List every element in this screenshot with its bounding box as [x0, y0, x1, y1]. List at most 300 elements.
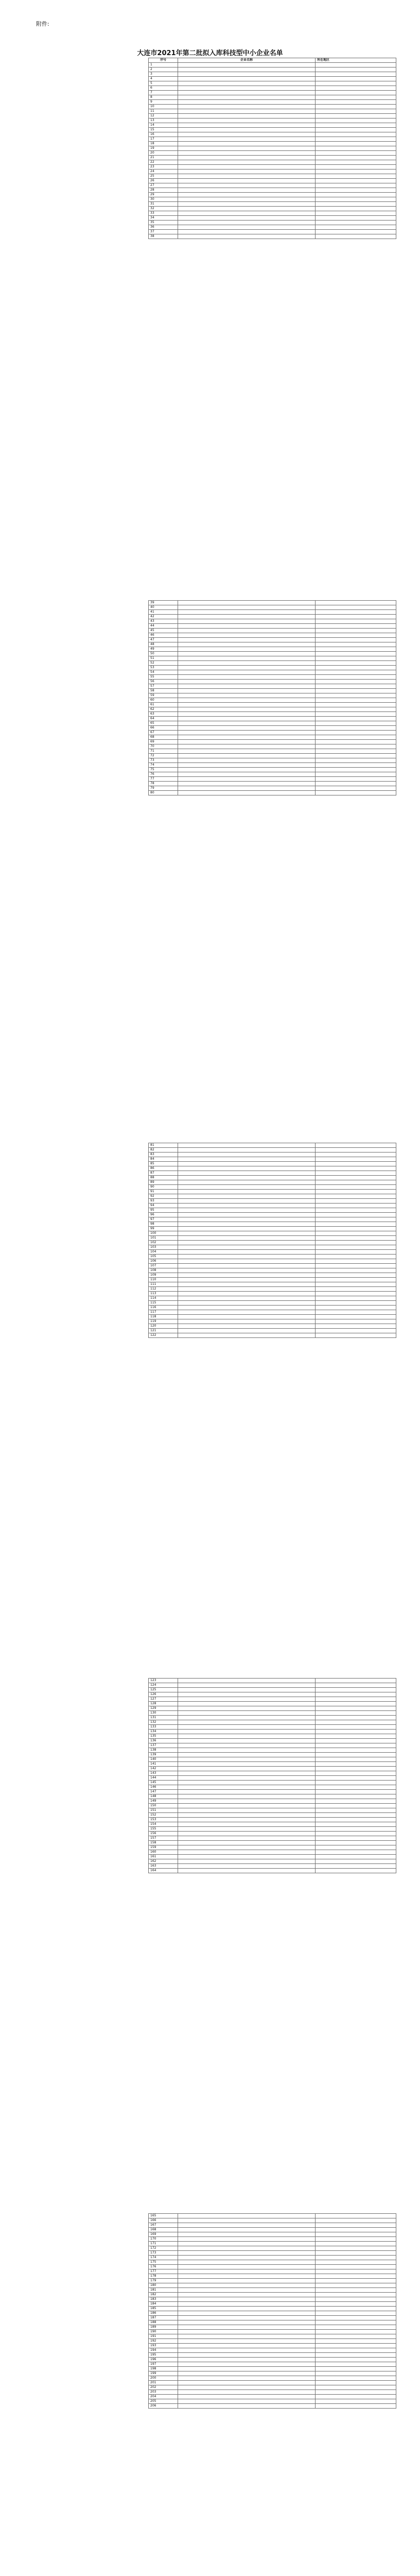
row-number: 2	[149, 67, 178, 72]
district	[316, 2320, 396, 2325]
row-number: 113	[149, 1292, 178, 1296]
company-name	[178, 170, 316, 174]
district	[316, 109, 396, 114]
table-row	[149, 656, 396, 661]
header-no: 序号	[149, 58, 178, 63]
row-number: 200	[149, 2376, 178, 2381]
district	[316, 2348, 396, 2353]
district	[316, 2288, 396, 2293]
row-number: 84	[149, 1157, 178, 1162]
row-number: 89	[149, 1180, 178, 1185]
table-row	[149, 726, 396, 731]
company-name	[178, 1818, 316, 1822]
row-number: 204	[149, 2395, 178, 2399]
company-name	[178, 777, 316, 782]
row-number: 112	[149, 1287, 178, 1292]
table-row	[149, 1143, 396, 1148]
row-number: 183	[149, 2297, 178, 2302]
district	[316, 95, 396, 100]
table-row	[149, 666, 396, 670]
district	[316, 2311, 396, 2316]
company-name	[178, 211, 316, 216]
company-name	[178, 652, 316, 656]
company-name	[178, 1255, 316, 1259]
district	[316, 2385, 396, 2390]
table-row	[149, 1822, 396, 1827]
row-number: 38	[149, 234, 178, 239]
district	[316, 2381, 396, 2385]
table-row	[149, 1716, 396, 1720]
table-row	[149, 1264, 396, 1268]
district	[316, 1333, 396, 1338]
row-number: 103	[149, 1245, 178, 1250]
company-name	[178, 638, 316, 642]
district	[316, 77, 396, 81]
row-number: 74	[149, 763, 178, 768]
table-row	[149, 211, 396, 216]
row-number: 44	[149, 624, 178, 629]
company-name	[178, 656, 316, 661]
row-number: 154	[149, 1822, 178, 1827]
table-row	[149, 2339, 396, 2344]
district	[316, 156, 396, 160]
row-number: 160	[149, 1850, 178, 1855]
row-number: 162	[149, 1859, 178, 1864]
district	[316, 1776, 396, 1781]
district	[316, 118, 396, 123]
table-row	[149, 170, 396, 174]
company-name	[178, 1864, 316, 1869]
row-number: 3	[149, 72, 178, 77]
row-number: 39	[149, 601, 178, 605]
row-number: 98	[149, 1222, 178, 1227]
row-number: 188	[149, 2320, 178, 2325]
row-number: 55	[149, 675, 178, 680]
table-row	[149, 1706, 396, 1711]
table-row	[149, 1748, 396, 1753]
district	[316, 1692, 396, 1697]
row-number: 159	[149, 1845, 178, 1850]
table-row	[149, 1730, 396, 1734]
company-name	[178, 221, 316, 225]
district	[316, 1194, 396, 1199]
company-name	[178, 1720, 316, 1725]
company-name	[178, 2404, 316, 2409]
table-row	[149, 1213, 396, 1217]
table-row	[149, 1255, 396, 1259]
district	[316, 2242, 396, 2246]
row-number: 129	[149, 1706, 178, 1711]
district	[316, 1850, 396, 1855]
district	[316, 202, 396, 207]
district	[316, 768, 396, 772]
company-name	[178, 1734, 316, 1739]
row-number: 108	[149, 1268, 178, 1273]
district	[316, 2371, 396, 2376]
company-name	[178, 1767, 316, 1771]
company-name	[178, 666, 316, 670]
table-row	[149, 2274, 396, 2279]
company-name	[178, 1180, 316, 1185]
district	[316, 2334, 396, 2339]
table-row	[149, 2283, 396, 2288]
company-name	[178, 2251, 316, 2256]
table-row	[149, 610, 396, 615]
district	[316, 123, 396, 128]
district	[316, 1306, 396, 1310]
row-number: 49	[149, 647, 178, 652]
row-number: 195	[149, 2353, 178, 2358]
district	[316, 1301, 396, 1306]
row-number: 118	[149, 1315, 178, 1319]
district	[316, 216, 396, 221]
company-name	[178, 2381, 316, 2385]
company-name	[178, 77, 316, 81]
row-number: 81	[149, 1143, 178, 1148]
table-row	[149, 2302, 396, 2307]
table-row	[149, 1679, 396, 1683]
table-row	[149, 1827, 396, 1832]
company-name	[178, 1227, 316, 1231]
district	[316, 1319, 396, 1324]
table-row	[149, 2376, 396, 2381]
document-title: 大连市2021年第二批拟入库科技型中小企业名单	[137, 49, 283, 57]
district	[316, 1716, 396, 1720]
row-number: 148	[149, 1794, 178, 1799]
table-row	[149, 629, 396, 633]
table-row	[149, 1301, 396, 1306]
table-row	[149, 1711, 396, 1716]
row-number: 21	[149, 156, 178, 160]
district	[316, 2246, 396, 2251]
row-number: 29	[149, 193, 178, 197]
row-number: 30	[149, 197, 178, 202]
row-number: 193	[149, 2344, 178, 2348]
table-row	[149, 1794, 396, 1799]
row-number: 51	[149, 656, 178, 661]
company-name	[178, 1250, 316, 1255]
district	[316, 2274, 396, 2279]
row-number: 180	[149, 2283, 178, 2288]
table-row	[149, 1171, 396, 1176]
district	[316, 1148, 396, 1153]
table-row	[149, 1804, 396, 1808]
company-name	[178, 740, 316, 744]
company-name	[178, 2390, 316, 2395]
table-row	[149, 1185, 396, 1190]
district	[316, 81, 396, 86]
district	[316, 1706, 396, 1711]
row-number: 124	[149, 1683, 178, 1688]
row-number: 56	[149, 680, 178, 684]
row-number: 36	[149, 225, 178, 230]
district	[316, 1836, 396, 1841]
company-name	[178, 2302, 316, 2307]
row-number: 185	[149, 2307, 178, 2311]
table-row	[149, 2353, 396, 2358]
row-number: 62	[149, 707, 178, 712]
table-row	[149, 1273, 396, 1278]
row-number: 194	[149, 2348, 178, 2353]
table-row	[149, 1813, 396, 1818]
district	[316, 2344, 396, 2348]
table-row	[149, 197, 396, 202]
company-name	[178, 234, 316, 239]
table-row	[149, 642, 396, 647]
district	[316, 1204, 396, 1208]
company-name	[178, 2237, 316, 2242]
row-number: 63	[149, 712, 178, 717]
district	[316, 689, 396, 693]
company-name	[178, 2367, 316, 2371]
table-row	[149, 132, 396, 137]
company-name	[178, 2348, 316, 2353]
table-row	[149, 1333, 396, 1338]
row-number: 141	[149, 1762, 178, 1767]
table-row	[149, 179, 396, 183]
district	[316, 2218, 396, 2223]
table-row	[149, 619, 396, 624]
district	[316, 1748, 396, 1753]
table-row	[149, 1217, 396, 1222]
table-row	[149, 151, 396, 156]
company-name	[178, 2371, 316, 2376]
table-row	[149, 1310, 396, 1315]
table-row	[149, 1818, 396, 1822]
row-number: 153	[149, 1818, 178, 1822]
row-number: 8	[149, 95, 178, 100]
district	[316, 1781, 396, 1785]
district	[316, 2376, 396, 2381]
district	[316, 1827, 396, 1832]
company-name	[178, 633, 316, 638]
district	[316, 2279, 396, 2283]
row-number: 105	[149, 1255, 178, 1259]
district	[316, 698, 396, 703]
table-row	[149, 146, 396, 151]
table-row	[149, 1222, 396, 1227]
district	[316, 1813, 396, 1818]
company-name	[178, 1153, 316, 1157]
row-number: 190	[149, 2330, 178, 2334]
row-number: 13	[149, 118, 178, 123]
table-row	[149, 2265, 396, 2269]
company-name	[178, 1166, 316, 1171]
company-name	[178, 1259, 316, 1264]
row-number: 172	[149, 2246, 178, 2251]
row-number: 15	[149, 128, 178, 132]
row-number: 142	[149, 1767, 178, 1771]
company-name	[178, 1319, 316, 1324]
district	[316, 1162, 396, 1166]
district	[316, 721, 396, 726]
table-row	[149, 1762, 396, 1767]
company-name	[178, 2260, 316, 2265]
row-number: 149	[149, 1799, 178, 1804]
row-number: 106	[149, 1259, 178, 1264]
company-name	[178, 1702, 316, 1706]
district	[316, 146, 396, 151]
table-row	[149, 647, 396, 652]
table-row	[149, 1148, 396, 1153]
table-row	[149, 1692, 396, 1697]
row-number: 161	[149, 1855, 178, 1859]
row-number: 58	[149, 689, 178, 693]
company-name	[178, 624, 316, 629]
company-name	[178, 1143, 316, 1148]
district	[316, 633, 396, 638]
table-row	[149, 1743, 396, 1748]
company-name	[178, 2334, 316, 2339]
company-name	[178, 1148, 316, 1153]
district	[316, 647, 396, 652]
company-name	[178, 768, 316, 772]
company-name	[178, 86, 316, 91]
district	[316, 211, 396, 216]
company-name	[178, 1236, 316, 1241]
district	[316, 2228, 396, 2232]
row-number: 104	[149, 1250, 178, 1255]
table-row	[149, 693, 396, 698]
district	[316, 2390, 396, 2395]
company-name	[178, 2353, 316, 2358]
table-row	[149, 1241, 396, 1245]
row-number: 114	[149, 1296, 178, 1301]
row-number: 5	[149, 81, 178, 86]
table-row	[149, 2348, 396, 2353]
row-number: 85	[149, 1162, 178, 1166]
row-number: 34	[149, 216, 178, 221]
table-row	[149, 1841, 396, 1845]
company-name	[178, 786, 316, 791]
district	[316, 2232, 396, 2237]
table-row	[149, 1319, 396, 1324]
table-row	[149, 1697, 396, 1702]
row-number: 189	[149, 2325, 178, 2330]
district	[316, 2325, 396, 2330]
company-name	[178, 2283, 316, 2288]
district	[316, 731, 396, 735]
district	[316, 1734, 396, 1739]
company-name	[178, 2242, 316, 2246]
district	[316, 1679, 396, 1683]
district	[316, 2269, 396, 2274]
company-name	[178, 1827, 316, 1832]
company-name	[178, 2385, 316, 2390]
district	[316, 652, 396, 656]
table-row	[149, 2330, 396, 2334]
district	[316, 1720, 396, 1725]
table-row	[149, 2320, 396, 2325]
table-row	[149, 1757, 396, 1762]
district	[316, 605, 396, 610]
table-row	[149, 207, 396, 211]
row-number: 23	[149, 165, 178, 170]
district	[316, 2260, 396, 2265]
company-name	[178, 118, 316, 123]
company-name	[178, 731, 316, 735]
company-name	[178, 2339, 316, 2344]
district	[316, 2330, 396, 2334]
table-row	[149, 86, 396, 91]
district	[316, 1180, 396, 1185]
row-number: 94	[149, 1204, 178, 1208]
row-number: 80	[149, 791, 178, 795]
company-name	[178, 791, 316, 795]
company-name	[178, 2246, 316, 2251]
row-number: 25	[149, 174, 178, 179]
company-name	[178, 132, 316, 137]
row-number: 61	[149, 703, 178, 707]
company-name	[178, 123, 316, 128]
table-row	[149, 91, 396, 95]
company-name	[178, 1190, 316, 1194]
company-name	[178, 100, 316, 105]
row-number: 16	[149, 132, 178, 137]
district	[316, 193, 396, 197]
row-number: 6	[149, 86, 178, 91]
company-name	[178, 744, 316, 749]
table-row	[149, 2334, 396, 2339]
district	[316, 1864, 396, 1869]
row-number: 28	[149, 188, 178, 193]
row-number: 152	[149, 1813, 178, 1818]
company-name	[178, 2228, 316, 2232]
row-number: 201	[149, 2381, 178, 2385]
company-name	[178, 216, 316, 221]
company-name	[178, 2344, 316, 2348]
row-number: 186	[149, 2311, 178, 2316]
company-name	[178, 230, 316, 234]
company-name	[178, 1185, 316, 1190]
table-row	[149, 684, 396, 689]
row-number: 197	[149, 2362, 178, 2367]
table-row	[149, 63, 396, 67]
row-number: 92	[149, 1194, 178, 1199]
company-name	[178, 782, 316, 786]
table-row	[149, 1176, 396, 1180]
district	[316, 1176, 396, 1180]
district	[316, 638, 396, 642]
row-number: 77	[149, 777, 178, 782]
district	[316, 1255, 396, 1259]
row-number: 67	[149, 731, 178, 735]
table-row	[149, 1753, 396, 1757]
row-number: 83	[149, 1153, 178, 1157]
company-name	[178, 1679, 316, 1683]
district	[316, 1859, 396, 1864]
company-name	[178, 2269, 316, 2274]
district	[316, 234, 396, 239]
district	[316, 786, 396, 791]
district	[316, 629, 396, 633]
table-row	[149, 1180, 396, 1185]
row-number: 173	[149, 2251, 178, 2256]
district	[316, 1753, 396, 1757]
table-row	[149, 615, 396, 619]
company-name	[178, 1157, 316, 1162]
row-number: 57	[149, 684, 178, 689]
table-row	[149, 661, 396, 666]
table-row	[149, 1208, 396, 1213]
district	[316, 707, 396, 712]
row-number: 191	[149, 2334, 178, 2339]
row-number: 101	[149, 1236, 178, 1241]
district	[316, 1278, 396, 1282]
company-name	[178, 1245, 316, 1250]
table-row	[149, 2232, 396, 2237]
company-name	[178, 1692, 316, 1697]
